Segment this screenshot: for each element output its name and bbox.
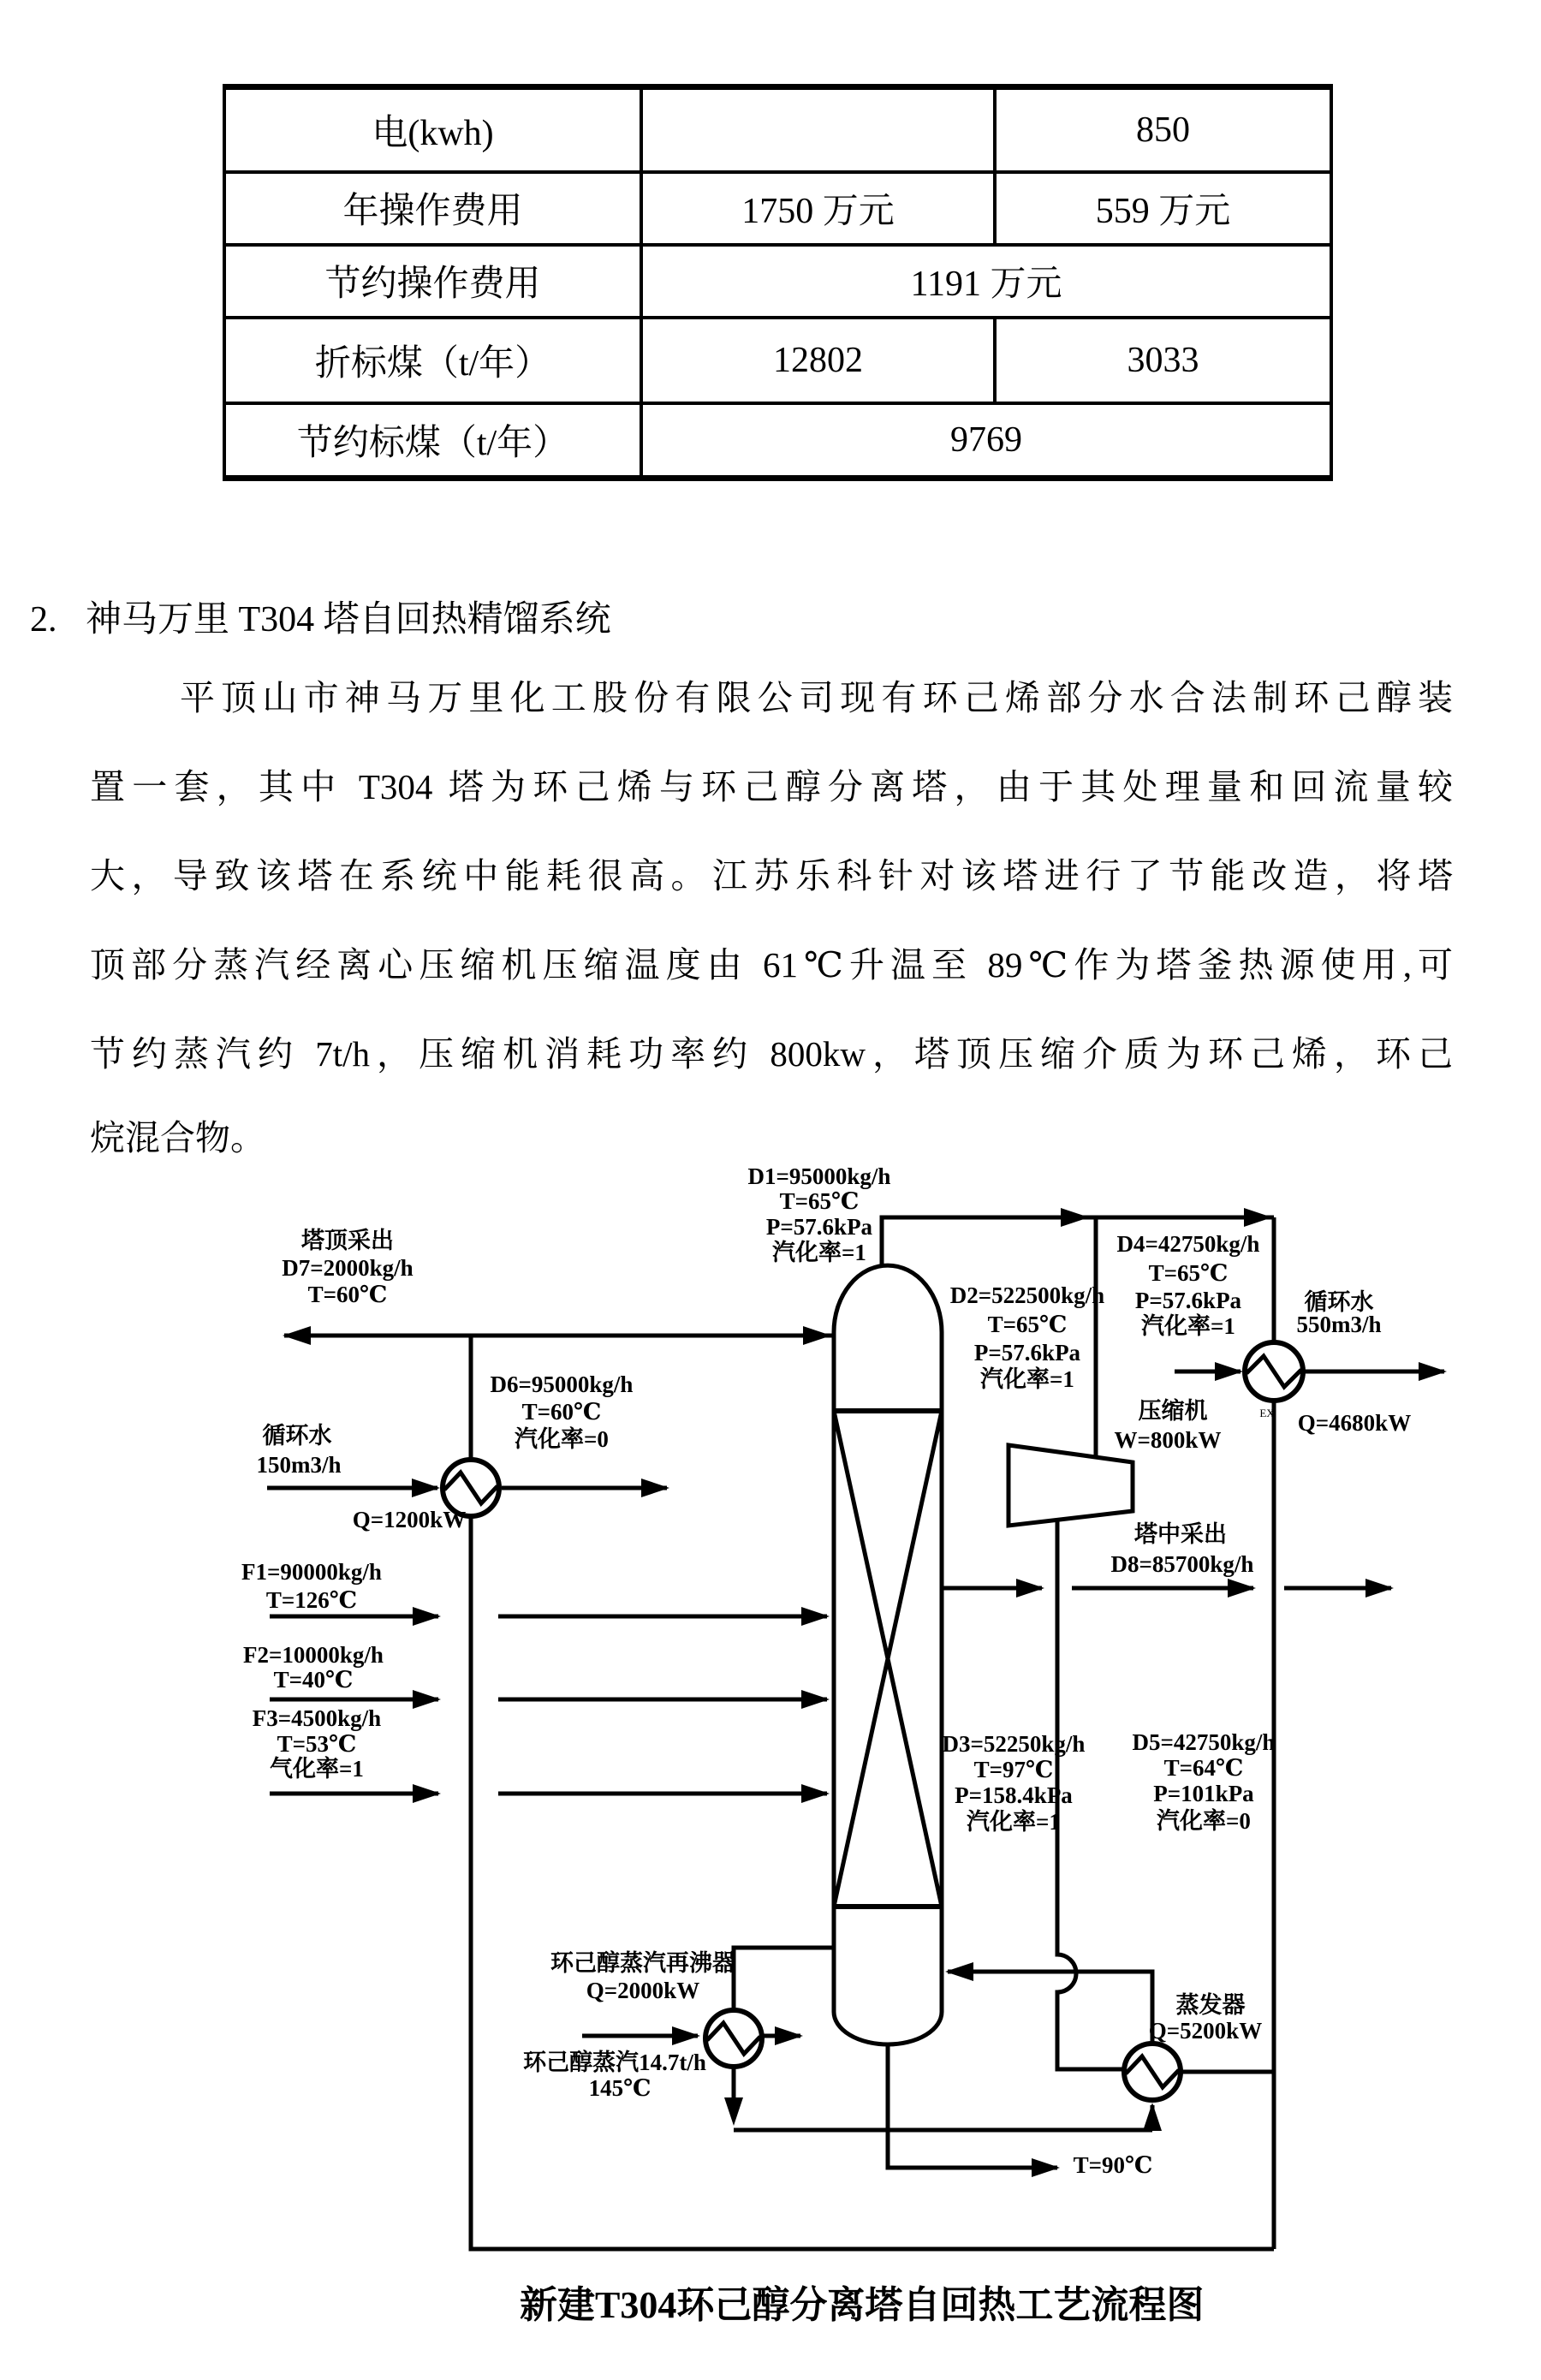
- arrow-right-icon: [1215, 1362, 1243, 1381]
- compressor-power: W=800kW: [1114, 1427, 1222, 1454]
- section-number: 2.: [30, 600, 57, 640]
- d1-pressure: P=57.6kPa: [765, 1214, 873, 1241]
- cell-value: 1750 万元: [641, 172, 995, 245]
- d5-flow: D5=42750kg/h: [1132, 1729, 1276, 1756]
- evaporator-exchanger: [1124, 2044, 1181, 2100]
- evaporator-duty: Q=5200kW: [1148, 2018, 1263, 2044]
- cw1-label: 循环水: [262, 1423, 332, 1449]
- d5-vapor-fraction: 汽化率=0: [1157, 1808, 1251, 1835]
- row-label: 折标煤（t/年）: [224, 318, 641, 403]
- f3-vapor-fraction: 气化率=1: [270, 1756, 364, 1782]
- reboiler-exchanger: [705, 2010, 762, 2067]
- arrow-right-icon: [413, 1607, 441, 1626]
- reboiler-label: 环己醇蒸汽再沸器: [550, 1950, 735, 1977]
- arrow-right-icon: [1228, 1579, 1256, 1598]
- arrow-right-icon: [413, 1784, 441, 1803]
- cooler1-duty: Q=1200kW: [352, 1507, 467, 1533]
- steam-flow: 环己醇蒸汽14.7t/h: [523, 2050, 706, 2076]
- d6-vapor-fraction: 汽化率=0: [515, 1426, 609, 1453]
- arrow-right-icon: [1016, 1579, 1044, 1598]
- d2-vapor-fraction: 汽化率=1: [980, 1366, 1074, 1393]
- cell-value: 559 万元: [995, 172, 1331, 245]
- d5-temp: T=64℃: [1163, 1755, 1244, 1782]
- arrow-right-icon: [413, 1690, 441, 1709]
- table-row: [224, 87, 1331, 172]
- compressor-symbol: [1008, 1445, 1133, 1526]
- bottoms-line: [888, 2044, 1057, 2168]
- d4-vapor-fraction: 汽化率=1: [1141, 1313, 1235, 1340]
- mid-draw-flow: D8=85700kg/h: [1110, 1551, 1254, 1578]
- d6-temp: T=60℃: [521, 1399, 602, 1425]
- d6-flow: D6=95000kg/h: [490, 1371, 634, 1398]
- section-title: 神马万里 T304 塔自回热精馏系统: [86, 600, 611, 640]
- evaporator-return-line: [948, 1972, 1152, 2044]
- arrow-right-icon: [803, 1326, 831, 1345]
- d1-temp: T=65℃: [779, 1188, 860, 1215]
- d3-temp: T=97℃: [973, 1757, 1054, 1783]
- reboiler-duty: Q=2000kW: [586, 1978, 700, 2004]
- row-label: 年操作费用: [224, 172, 641, 245]
- cell-value: 12802: [641, 318, 995, 403]
- arrow-down-icon: [724, 2097, 743, 2126]
- d2-flow: D2=522500kg/h: [949, 1282, 1105, 1309]
- d4-temp: T=65℃: [1148, 1260, 1229, 1287]
- f1-flow: F1=90000kg/h: [241, 1559, 382, 1586]
- arrow-right-icon: [641, 1479, 669, 1497]
- d2-temp: T=65℃: [987, 1312, 1068, 1338]
- arrow-up-icon: [1143, 2103, 1162, 2131]
- compressor-label: 压缩机: [1138, 1398, 1208, 1425]
- top-product-flow: D7=2000kg/h: [282, 1255, 414, 1282]
- cell-value: 850: [995, 87, 1331, 172]
- table-row: [224, 403, 1331, 479]
- arrow-right-icon: [672, 2026, 700, 2045]
- evaporator-label: 蒸发器: [1175, 1992, 1246, 2019]
- arrow-right-icon: [801, 1784, 830, 1803]
- cell-value: 3033: [995, 318, 1331, 403]
- exchanger-tag: EX: [1259, 1406, 1275, 1419]
- paragraph-line: 大，导致该塔在系统中能耗很高。江苏乐科针对该塔进行了节能改造，将塔: [90, 856, 1453, 895]
- arrow-left-icon: [283, 1326, 311, 1345]
- top-product-label: 塔顶采出: [301, 1228, 394, 1254]
- reboiler-top-line: [734, 1948, 834, 2010]
- arrow-right-icon: [1365, 1579, 1394, 1598]
- f2-flow: F2=10000kg/h: [243, 1642, 384, 1669]
- d5-pressure: P=101kPa: [1153, 1781, 1254, 1807]
- table-row: [224, 318, 1331, 403]
- reboiler-bottom-line: [734, 2067, 1152, 2130]
- paragraph-line: 节约蒸汽约 7t/h，压缩机消耗功率约 800kw，塔顶压缩介质为环己烯，环己: [90, 1034, 1453, 1074]
- arrow-right-icon: [1061, 1208, 1089, 1227]
- cell-value-merged: 1191 万元: [641, 245, 1331, 318]
- paragraph-line: 顶部分蒸汽经离心压缩机压缩温度由 61℃升温至 89℃作为塔釜热源使用,可: [90, 945, 1453, 985]
- f3-temp: T=53℃: [277, 1731, 357, 1758]
- arrow-right-icon: [775, 2026, 803, 2045]
- cw1-flow: 150m3/h: [256, 1452, 342, 1479]
- cw2-label: 循环水: [1304, 1289, 1374, 1316]
- d4-pressure: P=57.6kPa: [1134, 1288, 1242, 1314]
- top-product-temp: T=60℃: [307, 1282, 388, 1308]
- arrow-right-icon: [412, 1479, 440, 1497]
- paragraph-line: 烷混合物。: [90, 1118, 265, 1157]
- f2-temp: T=40℃: [273, 1667, 354, 1693]
- paragraph-line: 平顶山市神马万里化工股份有限公司现有环己烯部分水合法制环己醇装: [180, 678, 1453, 717]
- d3-vapor-fraction: 汽化率=1: [967, 1809, 1061, 1836]
- bottoms-temp: T=90℃: [1073, 2152, 1153, 2179]
- arrow-right-icon: [801, 1690, 830, 1709]
- row-label: 节约操作费用: [224, 245, 641, 318]
- condenser-duty: Q=4680kW: [1297, 1410, 1412, 1437]
- arrow-left-icon: [945, 1962, 973, 1981]
- arrow-right-icon: [1032, 2158, 1060, 2177]
- condenser-exchanger: [1245, 1342, 1303, 1401]
- arrow-right-icon: [801, 1607, 830, 1626]
- row-label: 电(kwh): [224, 87, 641, 172]
- paragraph-line: 置一套，其中 T304 塔为环己烯与环己醇分离塔，由于其处理量和回流量较: [90, 767, 1453, 806]
- d4-flow: D4=42750kg/h: [1116, 1231, 1260, 1258]
- arrow-right-icon: [1244, 1208, 1272, 1227]
- d3-flow: D3=52250kg/h: [942, 1731, 1086, 1758]
- summary-table: [223, 84, 1333, 481]
- table-row: [224, 245, 1331, 318]
- section-heading: [30, 591, 611, 642]
- d1-flow: D1=95000kg/h: [747, 1163, 891, 1190]
- arrow-right-icon: [1419, 1362, 1447, 1381]
- d3-pressure: P=158.4kPa: [955, 1782, 1073, 1809]
- process-flow-diagram: [0, 1139, 1541, 2294]
- cell-value-merged: 9769: [641, 403, 1331, 479]
- figure-caption: 新建T304环己醇分离塔自回热工艺流程图: [520, 2284, 1205, 2326]
- f3-flow: F3=4500kg/h: [252, 1705, 382, 1732]
- steam-temp: 145℃: [588, 2075, 652, 2102]
- row-label: 节约标煤（t/年）: [224, 403, 641, 479]
- mid-draw-label: 塔中采出: [1134, 1521, 1227, 1548]
- d2-pressure: P=57.6kPa: [973, 1340, 1081, 1366]
- table-row: [224, 172, 1331, 245]
- f1-temp: T=126℃: [265, 1587, 358, 1614]
- d1-vapor-fraction: 汽化率=1: [772, 1240, 866, 1266]
- cell-value: [641, 87, 995, 172]
- stream-labels: [241, 1163, 1411, 2178]
- cw2-flow: 550m3/h: [1296, 1312, 1382, 1338]
